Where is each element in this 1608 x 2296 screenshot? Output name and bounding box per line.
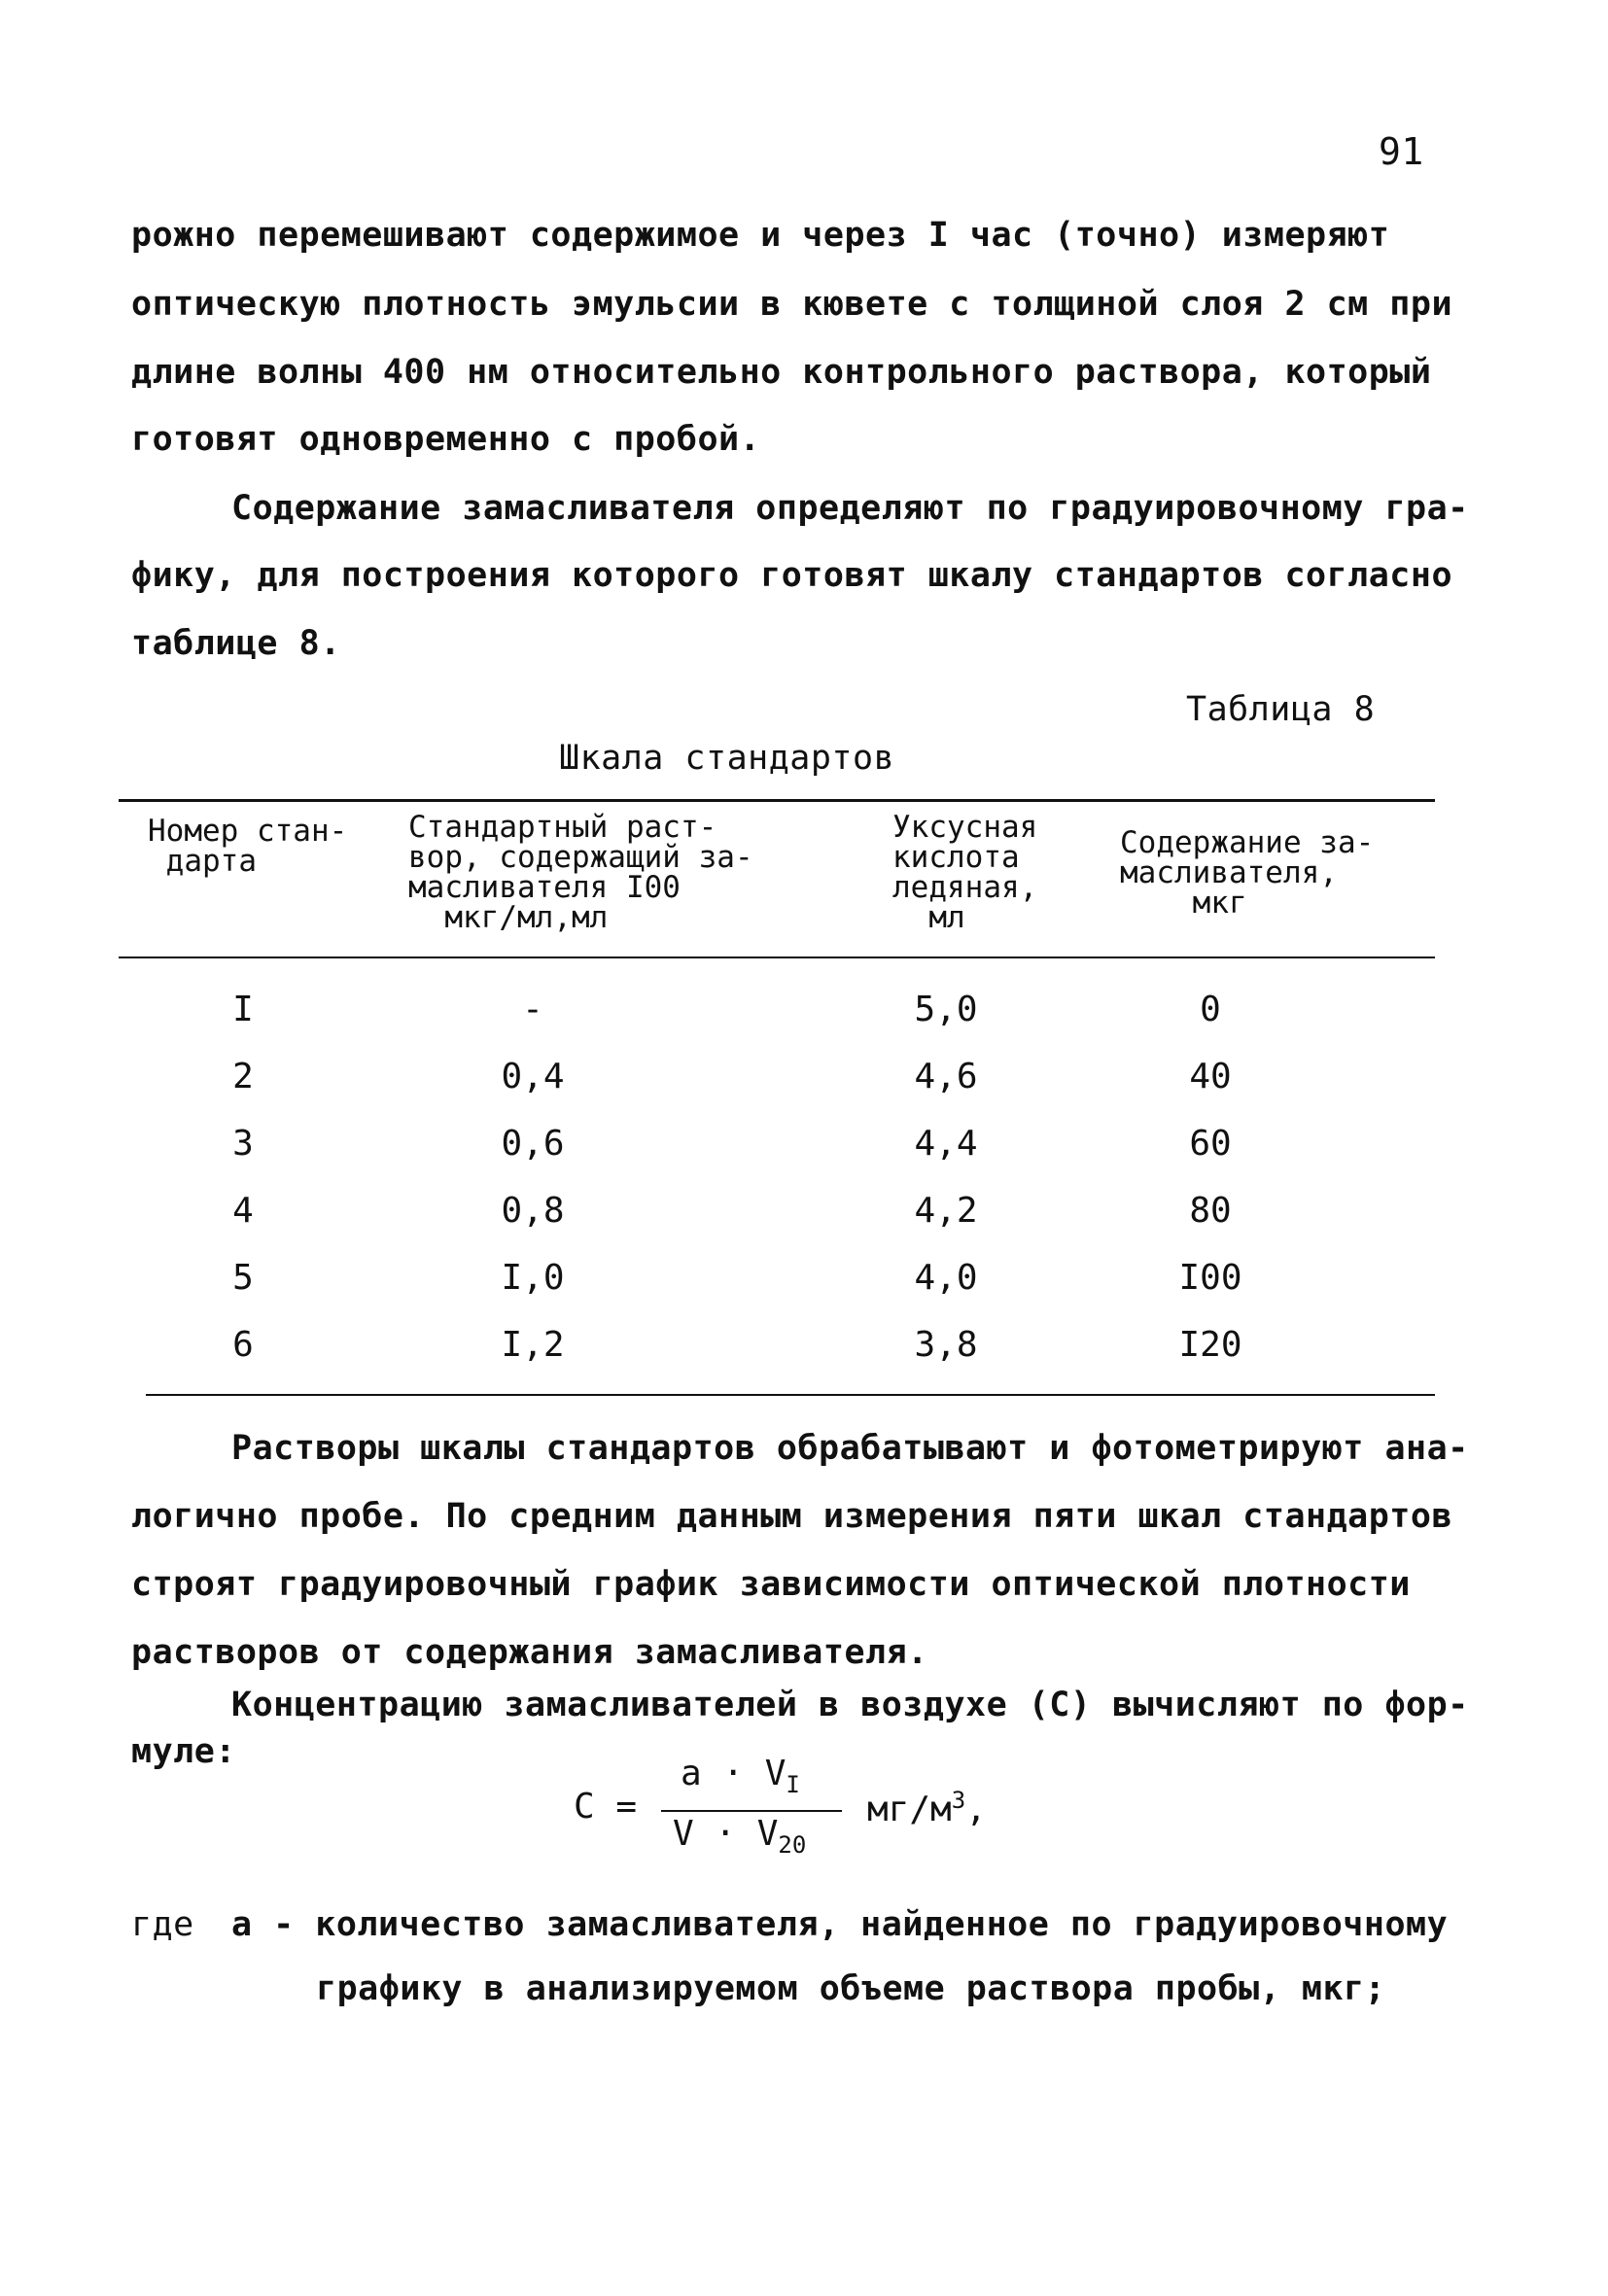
table-cell: 6	[232, 1325, 254, 1365]
table-header-3: Уксусная кислота ледяная, мл	[892, 810, 1038, 935]
table-cell: I	[232, 990, 254, 1029]
table-cell: 4	[232, 1191, 254, 1231]
table-cell: 3	[232, 1124, 254, 1164]
paragraph1-line-4: готовят одновременно с пробой.	[131, 420, 761, 459]
table-label: Таблица 8	[1186, 690, 1376, 729]
table-title: Шкала стандартов	[559, 739, 895, 778]
table-cell: 4,0	[914, 1258, 978, 1298]
table-cell: 0	[1200, 990, 1221, 1029]
paragraph1-line-2: оптическую плотность эмульсии в кювете с толщиной слоя 2 см при	[131, 285, 1453, 324]
table-cell: I20	[1178, 1325, 1242, 1365]
table-cell: I,2	[501, 1325, 565, 1365]
table-header-rule	[119, 957, 1435, 958]
table-cell: 2	[232, 1057, 254, 1096]
formula-numerator-text: а · V	[681, 1754, 787, 1793]
formula-denominator	[673, 1814, 806, 1859]
table-top-rule	[119, 799, 1435, 802]
table-cell: 0,6	[501, 1124, 565, 1164]
table-cell: 80	[1189, 1191, 1232, 1231]
table-cell: 0,8	[501, 1191, 565, 1231]
paragraph1-line-1: рожно перемешивают содержимое и через I час (точно) измеряют	[131, 216, 1390, 255]
formula-denominator-sub: 20	[778, 1831, 807, 1860]
table-bottom-rule	[146, 1394, 1435, 1396]
formula-unit	[867, 1787, 987, 1829]
formula-numerator-sub: I	[786, 1771, 800, 1799]
formula-fraction-bar	[661, 1810, 842, 1812]
paragraph3-line-1: Растворы шкалы стандартов обрабатывают и фотометрируют ана-	[231, 1429, 1469, 1468]
table-cell: 4,6	[914, 1057, 978, 1096]
paragraph2-line-3: таблице 8.	[131, 624, 341, 663]
table-header-2: Стандартный раст- вор, содержащий за- масливателя I00 мкг/мл,мл	[408, 810, 753, 935]
paragraph3-line-4: растворов от содержания замасливателя.	[131, 1633, 928, 1672]
paragraph2-line-2: фику, для построения которого готовят шкалу стандартов согласно	[131, 556, 1453, 595]
table-cell: -	[522, 990, 543, 1029]
where-line-1: а - количество замасливателя, найденное по градуировочному	[231, 1905, 1449, 1944]
formula-lhs: С =	[574, 1787, 638, 1826]
table-cell: 60	[1189, 1124, 1232, 1164]
paragraph1-line-3: длине волны 400 нм относительно контрольного раствора, который	[131, 353, 1432, 392]
table-cell: 4,4	[914, 1124, 978, 1164]
formula-unit-text: мг/м	[867, 1790, 952, 1829]
table-cell: 5	[232, 1258, 254, 1298]
table-cell: 40	[1189, 1057, 1232, 1096]
formula-trail: ,	[965, 1790, 987, 1829]
table-cell: I,0	[501, 1258, 565, 1298]
paragraph4-line-2: муле:	[131, 1732, 236, 1771]
where-word: где	[131, 1905, 194, 1944]
table-header-1: Номер стан- дарта	[148, 814, 348, 879]
paragraph3-line-3: строят градуировочный график зависимости оптической плотности	[131, 1565, 1411, 1604]
formula-unit-sup: 3	[951, 1787, 966, 1814]
table-cell: 0,4	[501, 1057, 565, 1096]
page-number: 91	[1379, 130, 1424, 173]
table-cell: 5,0	[914, 990, 978, 1029]
formula-numerator	[681, 1754, 800, 1798]
paragraph2-line-1: Содержание замасливателя определяют по градуировочному гра-	[231, 489, 1469, 528]
table-header-4: Содержание за- масливателя, мкг	[1120, 825, 1375, 921]
where-line-2: графику в анализируемом объеме раствора пробы, мкг;	[316, 1969, 1386, 2008]
paragraph4-line-1: Концентрацию замасливателей в воздухе (С) вычисляют по фор-	[231, 1686, 1469, 1724]
table-cell: 3,8	[914, 1325, 978, 1365]
formula-denominator-text: V · V	[673, 1814, 779, 1854]
table-cell: 4,2	[914, 1191, 978, 1231]
table-cell: I00	[1178, 1258, 1242, 1298]
paragraph3-line-2: логично пробе. По средним данным измерения пяти шкал стандартов	[131, 1497, 1453, 1536]
